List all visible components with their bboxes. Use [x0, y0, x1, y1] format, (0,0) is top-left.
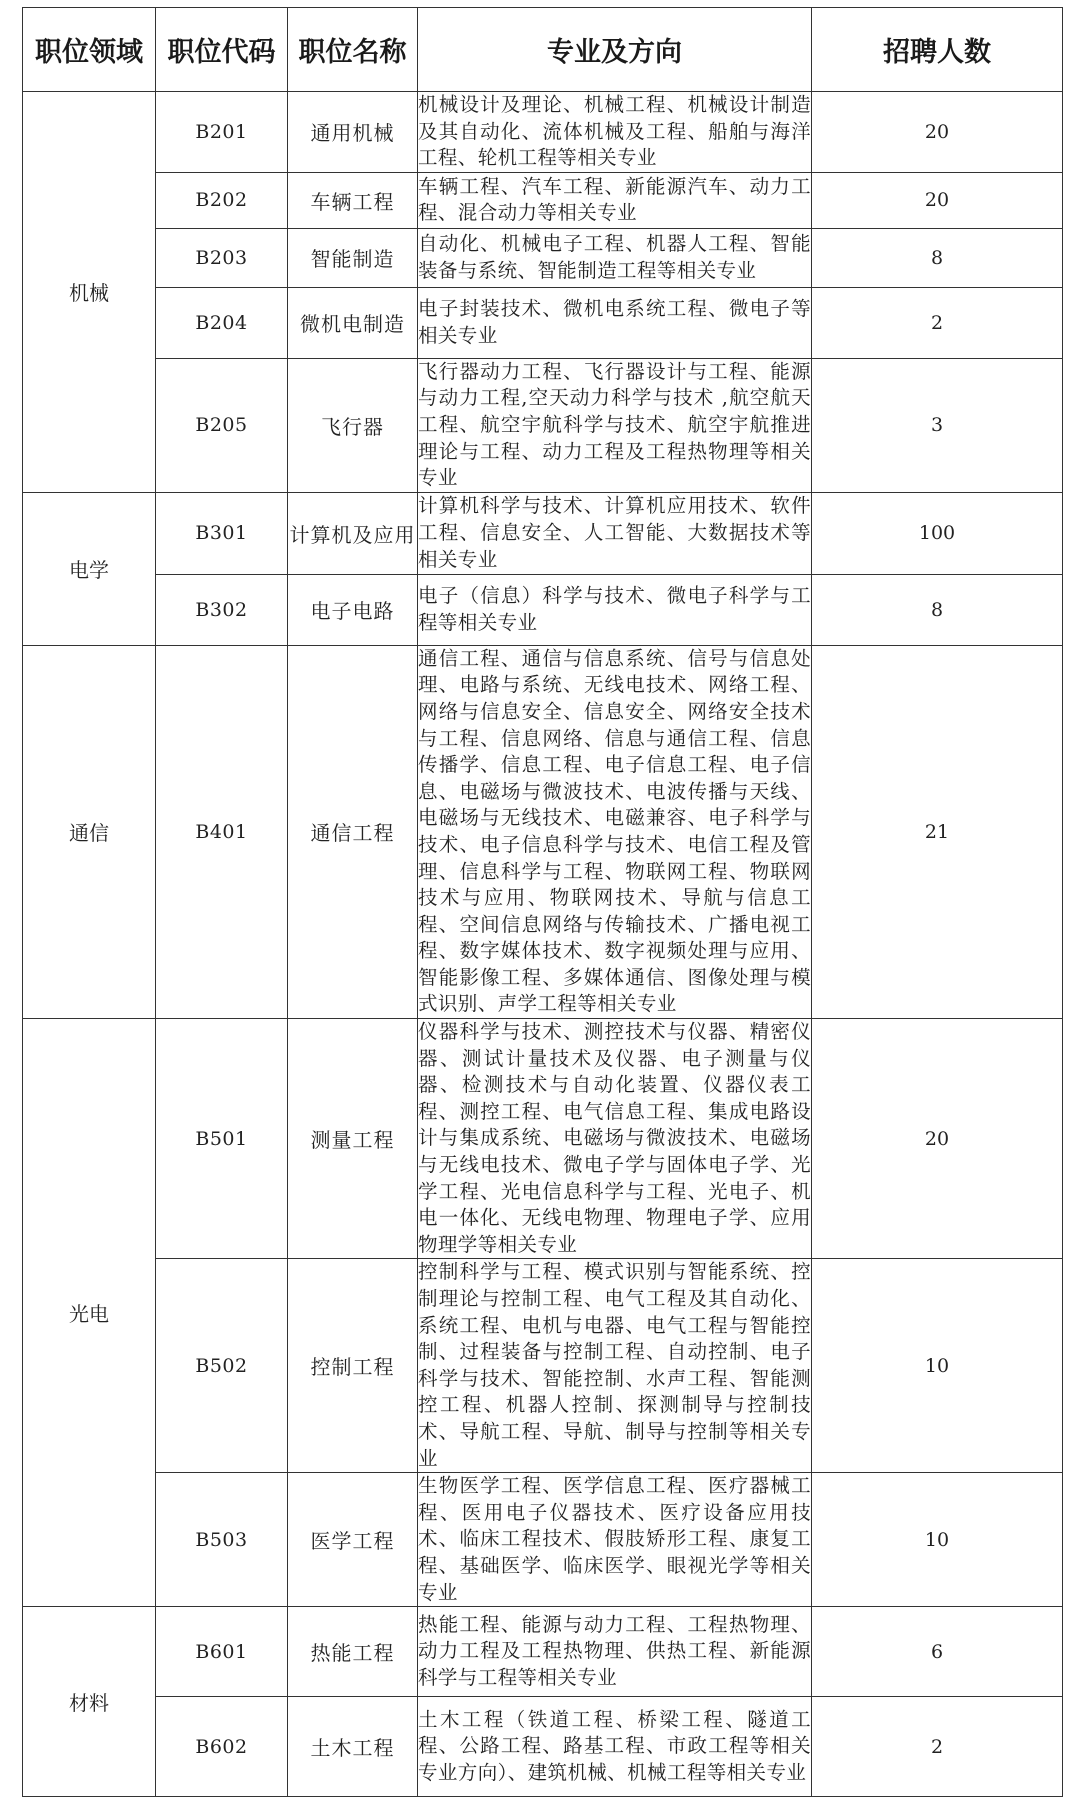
count-cell: 100 [812, 492, 1063, 574]
major-cell: 生物医学工程、医学信息工程、医疗器械工程、医用电子仪器技术、医疗设备应用技术、临床工程技术、假肢矫形工程、康复工程、基础医学、临床医学、眼视光学等相关专业 [418, 1473, 812, 1607]
table-row [23, 492, 1063, 574]
major-cell: 自动化、机械电子工程、机器人工程、智能装备与系统、智能制造工程等相关专业 [418, 228, 812, 287]
count-cell: 20 [812, 92, 1063, 173]
name-cell: 车辆工程 [288, 172, 418, 228]
count-cell: 20 [812, 1019, 1063, 1259]
header-code: 职位代码 [156, 8, 288, 92]
table-row [23, 172, 1063, 228]
count-cell: 8 [812, 574, 1063, 645]
code-cell: B401 [156, 645, 288, 1018]
table-row [23, 228, 1063, 287]
table-header [23, 8, 1063, 92]
name-cell: 通用机械 [288, 92, 418, 173]
recruitment-table [22, 7, 1063, 1797]
count-cell: 20 [812, 172, 1063, 228]
table-row [23, 574, 1063, 645]
name-cell: 飞行器 [288, 358, 418, 492]
count-cell: 10 [812, 1473, 1063, 1607]
field-cell: 机械 [23, 92, 156, 493]
name-cell: 通信工程 [288, 645, 418, 1018]
major-cell: 土木工程（铁道工程、桥梁工程、隧道工程、公路工程、路基工程、市政工程等相关专业方向）、建筑机械、机械工程等相关专业 [418, 1697, 812, 1797]
code-cell: B302 [156, 574, 288, 645]
name-cell: 土木工程 [288, 1697, 418, 1797]
major-cell: 计算机科学与技术、计算机应用技术、软件工程、信息安全、人工智能、大数据技术等相关专业 [418, 492, 812, 574]
code-cell: B501 [156, 1019, 288, 1259]
code-cell: B301 [156, 492, 288, 574]
count-cell: 21 [812, 645, 1063, 1018]
table-row [23, 1473, 1063, 1607]
table-row [23, 1019, 1063, 1259]
field-cell: 光电 [23, 1019, 156, 1607]
name-cell: 电子电路 [288, 574, 418, 645]
major-cell: 机械设计及理论、机械工程、机械设计制造及其自动化、流体机械及工程、船舶与海洋工程、轮机工程等相关专业 [418, 92, 812, 173]
major-cell: 通信工程、通信与信息系统、信号与信息处理、电路与系统、无线电技术、网络工程、网络与信息安全、信息安全、网络安全技术与工程、信息网络、信息与通信工程、信息传播学、信息工程、电子信息工程、电子信息、电磁场与微波技术、电波传播与天线、电磁场与无线技术、电磁兼容、电子科学与技术、电子信息科学与技术、电信工程及管理、信息科学与工程、物联网工程、物联网技术与应用、物联网技术、导航与信息工程、空间信息网络与传输技术、广播电视工程、数字媒体技术、数字视频处理与应用、智能影像工程、多媒体通信、图像处理与模式识别、声学工程等相关专业 [418, 645, 812, 1018]
name-cell: 热能工程 [288, 1607, 418, 1697]
name-cell: 医学工程 [288, 1473, 418, 1607]
major-cell: 仪器科学与技术、测控技术与仪器、精密仪器、测试计量技术及仪器、电子测量与仪器、检测技术与自动化装置、仪器仪表工程、测控工程、电气信息工程、集成电路设计与集成系统、电磁场与微波技术、电磁场与无线电技术、微电子学与固体电子学、光学工程、光电信息科学与工程、光电子、机电一体化、无线电物理、物理电子学、应用物理学等相关专业 [418, 1019, 812, 1259]
header-name: 职位名称 [288, 8, 418, 92]
table-row [23, 645, 1063, 1018]
name-cell: 测量工程 [288, 1019, 418, 1259]
code-cell: B503 [156, 1473, 288, 1607]
field-cell: 通信 [23, 645, 156, 1018]
name-cell: 计算机及应用 [288, 492, 418, 574]
table-row [23, 1259, 1063, 1473]
code-cell: B203 [156, 228, 288, 287]
header-field: 职位领域 [23, 8, 156, 92]
name-cell: 微机电制造 [288, 287, 418, 358]
field-cell: 材料 [23, 1607, 156, 1797]
name-cell: 智能制造 [288, 228, 418, 287]
code-cell: B204 [156, 287, 288, 358]
header-row [23, 8, 1063, 92]
name-cell: 控制工程 [288, 1259, 418, 1473]
table-row [23, 1697, 1063, 1797]
major-cell: 飞行器动力工程、飞行器设计与工程、能源与动力工程,空天动力科学与技术 ,航空航天工程、航空宇航科学与技术、航空宇航推进理论与工程、动力工程及工程热物理等相关专业 [418, 358, 812, 492]
code-cell: B502 [156, 1259, 288, 1473]
code-cell: B201 [156, 92, 288, 173]
major-cell: 热能工程、能源与动力工程、工程热物理、动力工程及工程热物理、供热工程、新能源科学与工程等相关专业 [418, 1607, 812, 1697]
table-body [23, 92, 1063, 1797]
field-cell: 电学 [23, 492, 156, 645]
count-cell: 10 [812, 1259, 1063, 1473]
table-row [23, 287, 1063, 358]
code-cell: B602 [156, 1697, 288, 1797]
count-cell: 3 [812, 358, 1063, 492]
code-cell: B601 [156, 1607, 288, 1697]
header-major: 专业及方向 [418, 8, 812, 92]
count-cell: 2 [812, 287, 1063, 358]
count-cell: 8 [812, 228, 1063, 287]
header-count: 招聘人数 [812, 8, 1063, 92]
code-cell: B205 [156, 358, 288, 492]
major-cell: 车辆工程、汽车工程、新能源汽车、动力工程、混合动力等相关专业 [418, 172, 812, 228]
major-cell: 电子封装技术、微机电系统工程、微电子等相关专业 [418, 287, 812, 358]
table-row [23, 92, 1063, 173]
count-cell: 2 [812, 1697, 1063, 1797]
table-row [23, 358, 1063, 492]
count-cell: 6 [812, 1607, 1063, 1697]
table-row [23, 1607, 1063, 1697]
major-cell: 电子（信息）科学与技术、微电子科学与工程等相关专业 [418, 574, 812, 645]
code-cell: B202 [156, 172, 288, 228]
major-cell: 控制科学与工程、模式识别与智能系统、控制理论与控制工程、电气工程及其自动化、系统工程、电机与电器、电气工程与智能控制、过程装备与控制工程、自动控制、电子科学与技术、智能控制、水声工程、智能测控工程、机器人控制、探测制导与控制技术、导航工程、导航、制导与控制等相关专业 [418, 1259, 812, 1473]
